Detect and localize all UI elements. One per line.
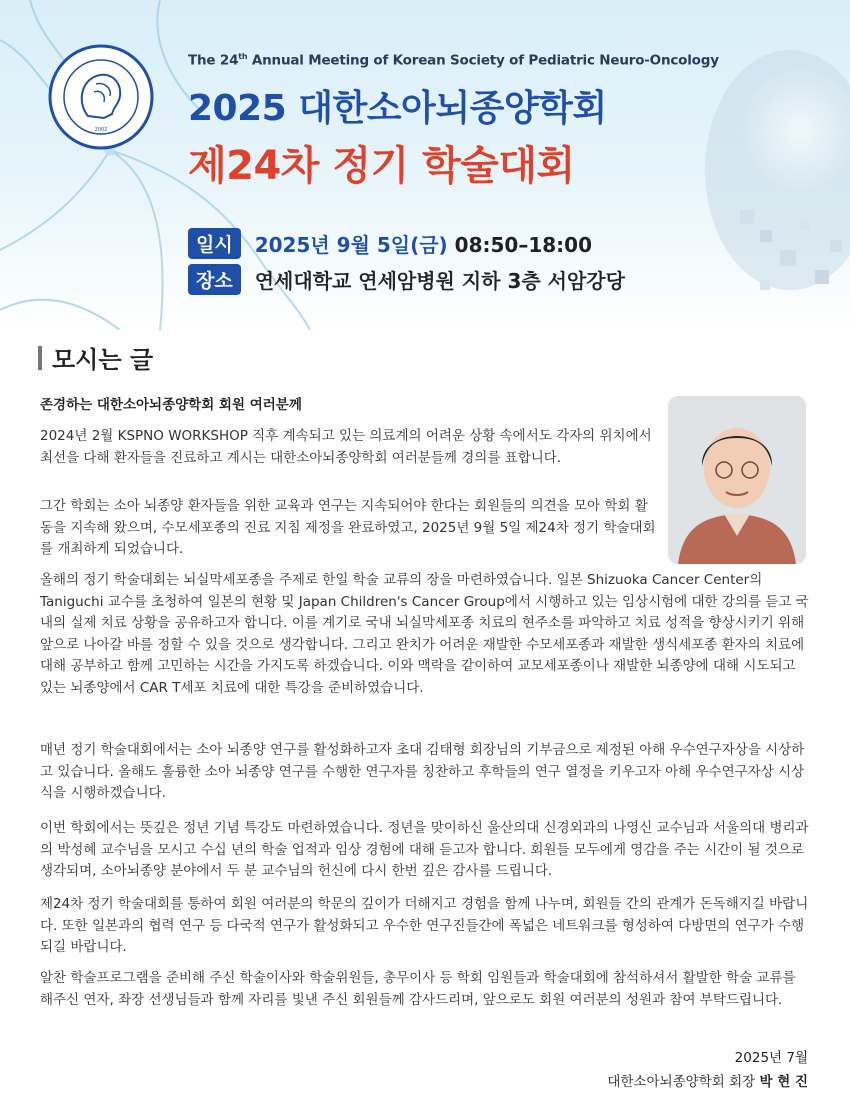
logo-year: 2002 (94, 127, 108, 133)
event-subtitle: The 24th Annual Meeting of Korean Society of Pediatric Neuro-Oncology (188, 52, 719, 69)
society-logo (48, 44, 154, 150)
section-title: 모시는 글 (52, 346, 154, 374)
event-title-line1: 2025 대한소아뇌종양학회 (188, 88, 607, 129)
president-name: 박 현 진 (759, 1074, 808, 1090)
salutation: 존경하는 대한소아뇌종양학회 회원 여러분께 (40, 397, 302, 413)
letter-paragraph: 2024년 2월 KSPNO WORKSHOP 직후 계속되고 있는 의료계의 어려운 상황 속에서도 각자의 위치에서 최선을 다해 환자들을 진료하고 계시는 대한소아뇌종양학회 여러분들께 경의를 표합니다. (40, 428, 652, 466)
letter-paragraph: 그간 학회는 소아 뇌종양 환자들을 위한 교육과 연구는 지속되어야 한다는 회원들의 의견을 모아 학회 활동을 지속해 왔으며, 수모세포종의 진료 지침 제정을 완료하였고, 2025년 9월 5일 제24차 정기 학술대회를 개최하게 되었습니다. (40, 498, 656, 557)
event-venue: 연세대학교 연세암병원 지하 3층 서암강당 (254, 269, 625, 293)
event-venue-row (188, 264, 625, 295)
event-title-line2: 제24차 정기 학술대회 (188, 143, 575, 189)
letter-paragraph: 매년 정기 학술대회에서는 소아 뇌종양 연구를 활성화하고자 초대 김태형 회장님의 기부금으로 제정된 아해 우수연구자상을 시상하고 있습니다. 올해도 훌륭한 소아 뇌종양 연구를 수행한 연구자를 칭찬하고 후학들의 연구 열정을 키우고자 아해 우수연구자상 시상식을 시행하겠습니다. (40, 742, 805, 801)
president-photo (668, 396, 806, 564)
heading-bar (38, 346, 42, 370)
event-date: 2025년 9월 5일(금) 08:50–18:00 (254, 233, 592, 257)
header-banner (0, 0, 850, 330)
date-tag: 일시 (188, 228, 241, 259)
letter-paragraph: 제24차 정기 학술대회를 통하여 회원 여러분의 학문의 깊이가 더해지고 경험을 함께 나누며, 회원들 간의 관계가 돈독해지길 바랍니다. 또한 일본과의 협력 연구 등 다국적 연구가 활성화되고 우수한 연구진들간에 폭넓은 네트워크를 형성하여 다방면의 연구가 수행되길 바랍니다. (40, 896, 809, 955)
section-heading (38, 340, 153, 375)
event-time: 08:50–18:00 (454, 233, 592, 257)
event-date-row (188, 228, 592, 259)
letter-paragraph: 올해의 정기 학술대회는 뇌실막세포종을 주제로 한일 학술 교류의 장을 마련하였습니다. 일본 Shizuoka Cancer Center의 Taniguchi 교수를 초청하여 일본의 현황 및 Japan Children's Cancer Group에서 시행하고 있는 임상시험에 대한 강의를 듣고 국내의 실제 치료 상황을 공유하고자 합니다. 이를 계기로 국내 뇌실막세포종 치료의 현주소를 파악하고 치료 성적을 향상시키기 위해 앞으로 나아갈 바를 정할 수 있을 것으로 생각합니다. 그리고 완치가 어려운 재발한 수모세포종과 재발한 생식세포종 환자의 치료에 대해 공부하고 함께 고민하는 시간을 가지도록 하겠습니다. 이와 맥락을 같이하여 교모세포종이나 재발한 뇌종양에 대해 시도되고 있는 뇌종양에서 CAR T세포 치료에 대한 특강을 준비하였습니다. (40, 572, 809, 696)
letter-date: 2025년 7월 (734, 1050, 808, 1066)
letter-paragraph: 이번 학회에서는 뜻깊은 정년 기념 특강도 마련하였습니다. 정년을 맞이하신 울산의대 신경외과의 나영신 교수님과 서울의대 병리과의 박성혜 교수님을 모시고 수십 년의 학술 업적과 임상 경험에 대해 듣고자 합니다. 회원들 모두에게 영감을 주는 시간이 될 것으로 생각되며, 소아뇌종양 분야에서 두 분 교수님의 헌신에 다시 한번 깊은 감사를 드립니다. (40, 820, 809, 879)
signature: 대한소아뇌종양학회 회장 박 현 진 (607, 1074, 808, 1090)
venue-tag: 장소 (188, 264, 241, 295)
letter-paragraph: 알찬 학술프로그램을 준비해 주신 학술이사와 학술위원들, 총무이사 등 학회 임원들과 학술대회에 참석하셔서 활발한 학술 교류를 해주신 연자, 좌장 선생님들과 함께 자리를 빛낸 주신 회원들께 감사드리며, 앞으로도 회원 여러분의 성원과 참여 부탁드립니다. (40, 970, 796, 1008)
